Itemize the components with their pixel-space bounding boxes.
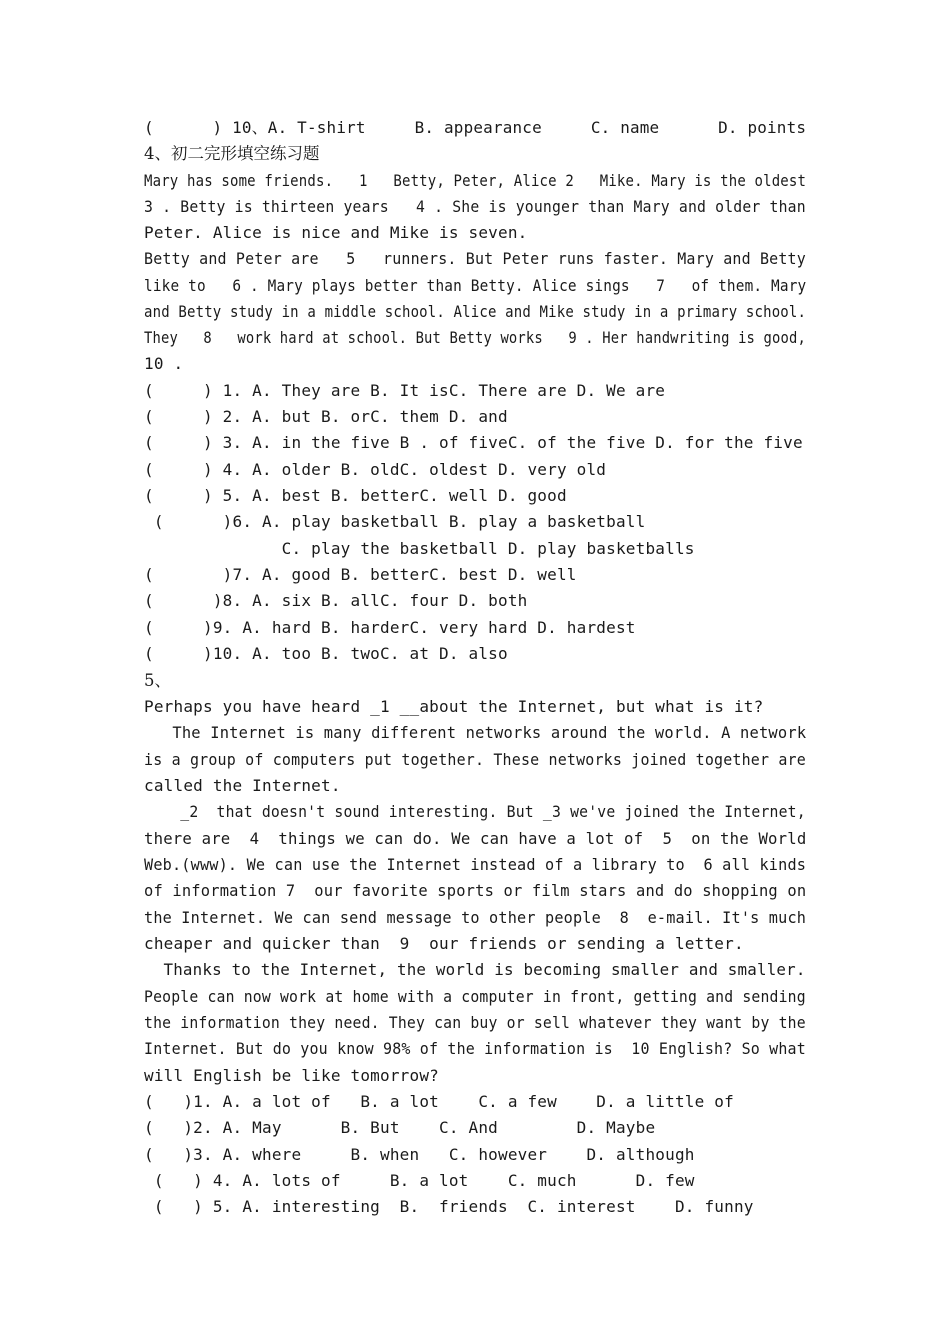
passage-line: called the Internet. <box>144 776 341 795</box>
question-line: ( )3. A. where B. when C. however D. although <box>144 1145 695 1164</box>
question-line: ( ) 2. A. but B. orC. them D. and <box>144 407 508 426</box>
passage-line: The Internet is many different networks around the world. A network <box>144 723 807 742</box>
passage-line: Web.(www). We can use the Internet instead of a library to 6 all kinds <box>144 855 807 874</box>
question-line: ( ) 3. A. in the five B . of fiveC. of the five D. for the five <box>144 433 803 452</box>
question-line: ( )10. A. too B. twoC. at D. also <box>144 644 508 663</box>
question-line: ( ) 5. A. interesting B. friends C. interest D. funny <box>144 1197 754 1216</box>
question-line: ( ) 1. A. They are B. It isC. There are D. We are <box>144 381 666 400</box>
question-line: ( ) 10、A. T-shirt B. appearance C. name D. points <box>144 118 807 137</box>
section-heading: 5、 <box>144 671 171 690</box>
passage-line: Internet. But do you know 98% of the information is 10 English? So what <box>144 1039 806 1058</box>
question-line: ( )2. A. May B. But C. And D. Maybe <box>144 1118 656 1137</box>
passage-line: _2 that doesn't sound interesting. But _3 we've joined the Internet, <box>144 802 806 821</box>
question-line: ( ) 4. A. older B. oldC. oldest D. very old <box>144 460 607 479</box>
question-line: ( )1. A. a lot of B. a lot C. a few D. a little of <box>144 1092 734 1111</box>
passage-line: the Internet. We can send message to other people 8 e-mail. It's much <box>144 908 807 927</box>
passage-line: Mary has some friends. 1 Betty, Peter, Alice 2 Mike. Mary is the oldest <box>144 171 807 190</box>
passage-line: Betty and Peter are 5 runners. But Peter runs faster. Mary and Betty <box>144 249 806 268</box>
question-line: ( )7. A. good B. betterC. best D. well <box>144 565 577 584</box>
passage-line: like to 6 . Mary plays better than Betty. Alice sings 7 of them. Mary <box>144 276 807 295</box>
passage-line: there are 4 things we can do. We can have a lot of 5 on the World <box>144 829 807 848</box>
passage-line: the information they need. They can buy or sell whatever they want by the <box>144 1013 806 1032</box>
section-heading: 4、初二完形填空练习题 <box>144 144 320 163</box>
passage-line: will English be like tomorrow? <box>144 1066 439 1085</box>
passage-line: Thanks to the Internet, the world is becoming smaller and smaller. <box>144 960 806 979</box>
passage-line: of information 7 our favorite sports or film stars and do shopping on <box>144 881 807 900</box>
passage-line: cheaper and quicker than 9 our friends or sending a letter. <box>144 934 744 953</box>
passage-line: 3 . Betty is thirteen years 4 . She is younger than Mary and older than <box>144 197 806 216</box>
passage-line: and Betty study in a middle school. Alice and Mike study in a primary school. <box>144 302 807 321</box>
passage-line: People can now work at home with a computer in front, getting and sending <box>144 987 806 1006</box>
question-line: ( ) 5. A. best B. betterC. well D. good <box>144 486 567 505</box>
question-line: ( ) 4. A. lots of B. a lot C. much D. few <box>144 1171 695 1190</box>
question-line: ( )9. A. hard B. harderC. very hard D. hardest <box>144 618 636 637</box>
passage-line: Peter. Alice is nice and Mike is seven. <box>144 223 528 242</box>
question-line: C. play the basketball D. play basketballs <box>144 539 695 558</box>
passage-line: They 8 work hard at school. But Betty works 9 . Her handwriting is good, <box>144 328 806 347</box>
question-line: ( )6. A. play basketball B. play a basketball <box>144 512 646 531</box>
passage-line: 10 . <box>144 354 184 373</box>
passage-line: is a group of computers put together. These networks joined together are <box>144 750 806 769</box>
passage-line: Perhaps you have heard _1 __about the Internet, but what is it? <box>144 697 764 716</box>
question-line: ( )8. A. six B. allC. four D. both <box>144 591 528 610</box>
